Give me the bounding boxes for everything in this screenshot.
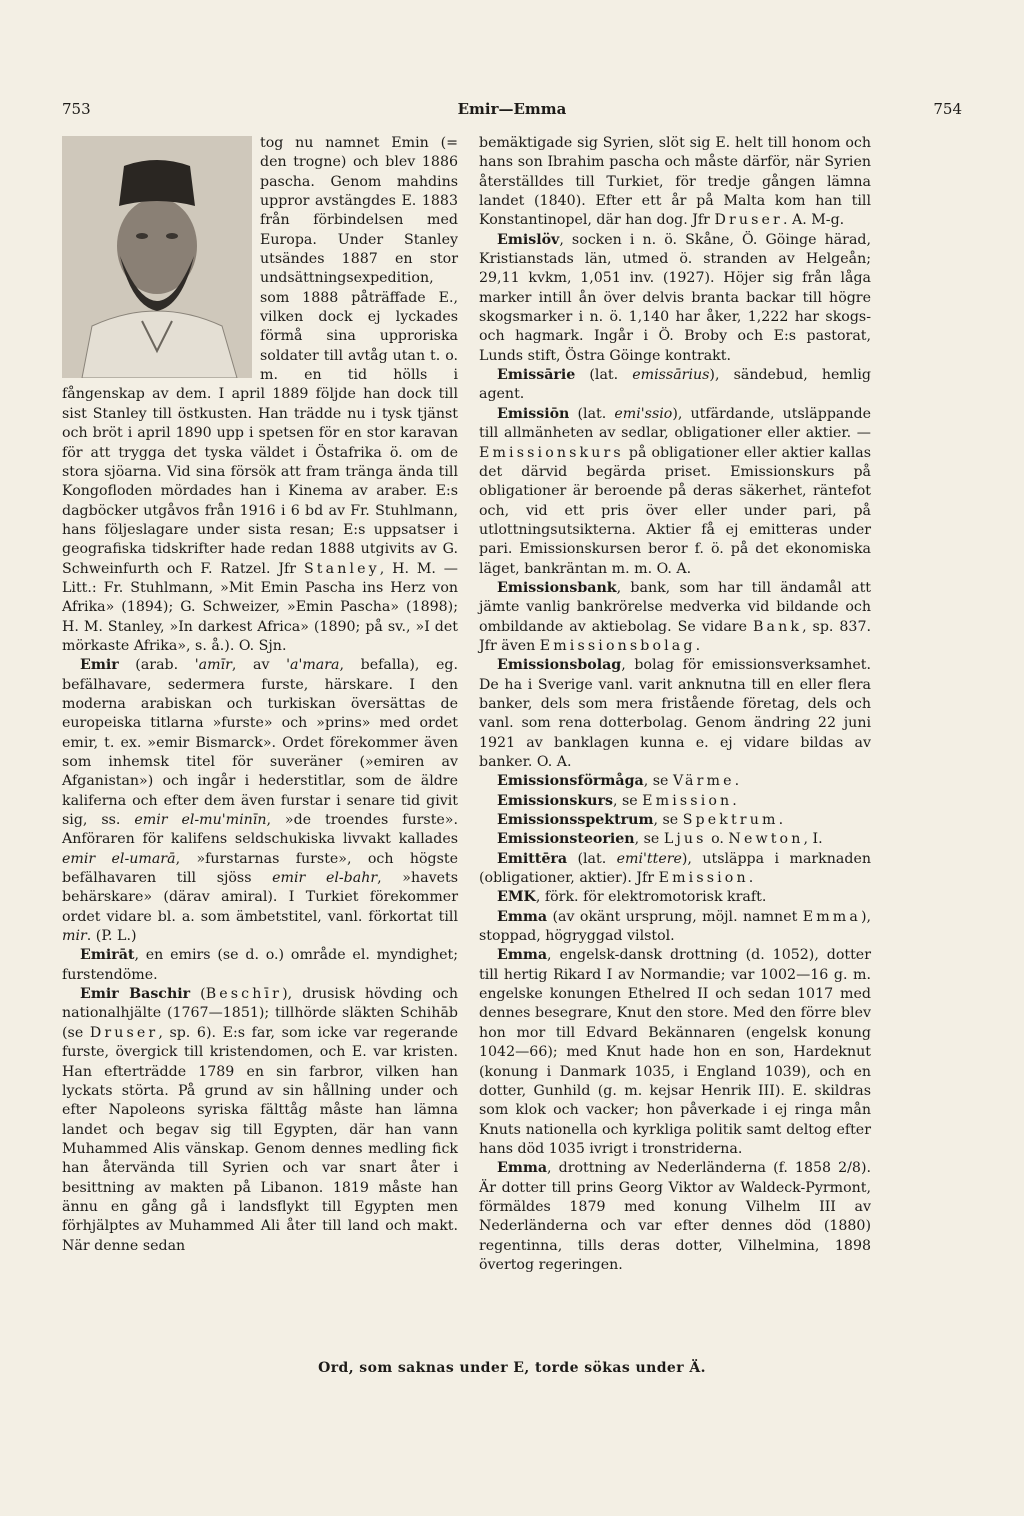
- page-footer-note: Ord, som saknas under E, torde sökas under Ä.: [318, 1360, 706, 1376]
- entry-emissarie: Emissārie (lat. emissārius), sändebud, hemlig agent.: [479, 367, 872, 403]
- headword: Emislöv: [497, 231, 560, 248]
- entry-emma-queen-netherlands: Emma, drottning av Nederländerna (f. 1858 2/8). Är dotter till prins Georg Viktor av Waldeck-Pyrmont, förmäldes 1879 med konung Vilhelm III av Nederländerna och var efter dennes död (1880) regentinna, tills deras dotter, Vilhelmina, 1898 övertog regeringen.: [479, 1160, 871, 1273]
- headword: Emissionsförmåga: [497, 773, 644, 790]
- entry-emissionskurs: Emissionskurs, se Emission.: [497, 792, 737, 809]
- entry-emma-chair: Emma (av okänt ursprung, möjl. namnet Emma), stoppad, högryggad vilstol.: [479, 908, 871, 945]
- page-number-right: 754: [933, 100, 962, 118]
- entry-emislov: Emislöv, socken i n. ö. Skåne, Ö. Göinge härad, Kristianstads län, utmed ö. stranden av Helgeån; 29,11 kvkm, 1,051 inv. (1927). Höjer sig från låga marker intill ån över delvis branta backar till högre skogsmarker i n. ö. 1,140 har åker, 1,222 har skogs- och hagmark. Ingår i Ö. Broby och E:s pastorat, Lunds stift, Östra Göinge kontrakt.: [479, 231, 871, 364]
- running-title: Emir—Emma: [457, 100, 567, 118]
- entry-emissionsspektrum: Emissionsspektrum, se Spektrum.: [497, 812, 784, 829]
- entry-emission: Emissiōn (lat. emi'ssio), utfärdande, utsläppande till allmänheten av sedlar, obligationer eller aktier. — Emissionskurs på obligationer eller aktier kallas det därvid begärda priset. Emissionskurs på obligationer är beroende på deras säkerhet, räntefot och, vid ett pris över eller under pari, på utlottningsutsikterna. Aktier få ej emitteras under pari. Emissionskursen beror f. ö. på det ekonomiska läget, bankräntan m. m. O. A.: [479, 405, 871, 577]
- entry-emissionsbolag: Emissionsbolag, bolag för emissionsverksamhet. De ha i Sverige vanl. varit anknutna till en eller flera banker, dels som mera fristående företag, dels och vanl. som rena dotterbolag. Genom ändring 22 juni 1921 av banklagen kunna e. ej vidare bildas av banker. O. A.: [479, 657, 871, 770]
- entry-emissionsteorien: Emissionsteorien, se Ljus o. Newton, I.: [497, 831, 823, 848]
- headword: Emissionsbolag: [497, 657, 622, 674]
- headword: Emma: [497, 908, 548, 925]
- entry-emissionsbank: Emissionsbank, bank, som har till ändamål att jämte vanlig bankrörelse medverka vid bildande och ombildande av aktiebolag. Se vidare Bank, sp. 837. Jfr även Emissionsbolag.: [479, 579, 871, 654]
- headword: Emma: [497, 947, 548, 964]
- entry-emk: EMK, förk. för elektromotorisk kraft.: [497, 889, 767, 906]
- page-header: [62, 100, 962, 122]
- headword: Emir Baschir: [80, 986, 191, 1003]
- headword: Emissiōn: [497, 405, 570, 422]
- right-column: [479, 134, 871, 1275]
- headword: Emma: [497, 1160, 548, 1177]
- entry-emirat: Emirāt, en emirs (se d. o.) område el. myndighet; furstendöme.: [62, 947, 458, 983]
- entry-emissionsformaga: Emissionsförmåga, se Värme.: [497, 773, 740, 790]
- entry-emir: Emir (arab. 'amīr, av 'a'mara, befalla), eg. befälhavare, sedermera furste, härskare. I den moderna arabiskan och turkiskan översättas de europeiska titlarna »furste» och »prins» med ordet emir, t. ex. »emir Bismarck». Ordet förekommer även som inhemsk titel för suveräner (»emiren av Afganistan») och ingår i hederstitlar, som de äldre kaliferna och efter dem även furstar i senare tid givit sig, ss. emir el-mu'minīn, »de troendes furste». Anföraren för kalifens seldschukiska livvakt kallades emir el-umarā, »furstarnas furste», och högste befälhavaren till sjöss emir el-bahr, »havets behärskare» (därav amiral). I Turkiet förekommer ordet vidare bl. a. som ämbetstitel, vanl. förkortat till mir. (P. L.): [62, 657, 458, 945]
- portrait-photo: [62, 136, 252, 378]
- headword: EMK: [497, 889, 536, 906]
- headword: Emissionsbank: [497, 579, 617, 596]
- entry-emin-continuation: tog nu namnet Emin (= den trogne) och blev 1886 pascha. Genom mahdins uppror avstängdes E. 1883 från förbindelsen med Europa. Under Stanley utsändes 1887 en stor undsättningsexpedition, som 1888 påträffade E., vilken dock ej lyckades förmå sina upproriska soldater till avtåg utan t. o. m. en tid hölls i fångenskap av dem. I april 1889 följde han dock till sist Stanley till östkusten. Han trädde nu i tysk tjänst och bröt i april 1890 upp i spetsen för en stor karavan för att trygga det tyska väldet i Östafrika ö. om de stora sjöarna. Vid sina försök att fram tränga ända till Kongofloden mördades han i Kinema av araber. E:s dagböcker utgåvos från 1916 i 6 bd av Fr. Stuhlmann, hans följeslagare under sista resan; E:s uppsatser i geografiska tidskrifter hade redan 1888 utgivits av G. Schweinfurth och F. Ratzel. Jfr Stanley, H. M. — Litt.: Fr. Stuhlmann, »Mit Emin Pascha ins Herz von Afrika» (1894); G. Schweizer, »Emin Pascha» (1898); H. M. Stanley, »In darkest Africa» (1890; på sv., »I det mörkaste Afrika», s. å.). O. Sjn.: [62, 135, 458, 654]
- entry-baschir-continuation: bemäktigade sig Syrien, slöt sig E. helt till honom och hans son Ibrahim pascha och måste därför, när Syrien återställdes till Turkiet, för tredje gången lämna landet (1840). Efter ett år på Malta kom han till Konstantinopel, där han dog. Jfr Druser. A. M-g.: [479, 135, 871, 229]
- headword: Emittēra: [497, 850, 568, 867]
- headword: Emissionsspektrum: [497, 812, 654, 829]
- entry-emir-baschir: Emir Baschir (Beschīr), drusisk hövding och nationalhjälte (1767—1851); tillhörde släkten Schihāb (se Druser, sp. 6). E:s far, som icke var regerande furste, övergick till kristendomen, och E. var kristen. Han efterträdde 1789 en sin farbror, vilken han lyckats störta. På grund av sin hållning under och efter Napoleons syriska fälttåg måste han lämna landet och begav sig till Egypten, där han vann Muhammed Alis vänskap. Genom dennes medling fick han återvända till Syrien och var snart åter i besittning av makten på Libanon. 1819 måste han ännu en gång gå i landsflykt till Egypten men förhjälptes av Muhammed Ali åter till land och makt. När denne sedan: [62, 986, 459, 1254]
- headword: Emissionsteorien: [497, 831, 635, 848]
- left-column: [62, 134, 458, 1256]
- entry-emma-queen-england: Emma, engelsk-dansk drottning (d. 1052), dotter till hertig Rikard I av Normandie; var 1002—16 g. m. engelske konungen Ethelred II och sedan 1017 med dennes besegrare, Knut den store. Med den förre blev hon mor till Edvard Bekännaren (engelsk konung 1042—66); med Knut hade hon en son, Hardeknut (konung i Danmark 1035, i England 1039), och en dotter, Gunhild (g. m. kejsar Henrik III). E. skildras som klok och vacker; hon påverkade i ej ringa mån Knuts nationella och kyrkliga politik samt deltog efter hans död 1035 ivrigt i tronstriderna.: [479, 947, 871, 1157]
- page-number-left: 753: [62, 100, 91, 118]
- headword: Emissārie: [497, 367, 576, 384]
- entry-emittera: Emittēra (lat. emi'ttere), utsläppa i marknaden (obligationer, aktier). Jfr Emission.: [479, 850, 871, 887]
- headword: Emissionskurs: [497, 792, 613, 809]
- headword: Emir: [80, 657, 119, 674]
- headword: Emirāt: [80, 947, 135, 964]
